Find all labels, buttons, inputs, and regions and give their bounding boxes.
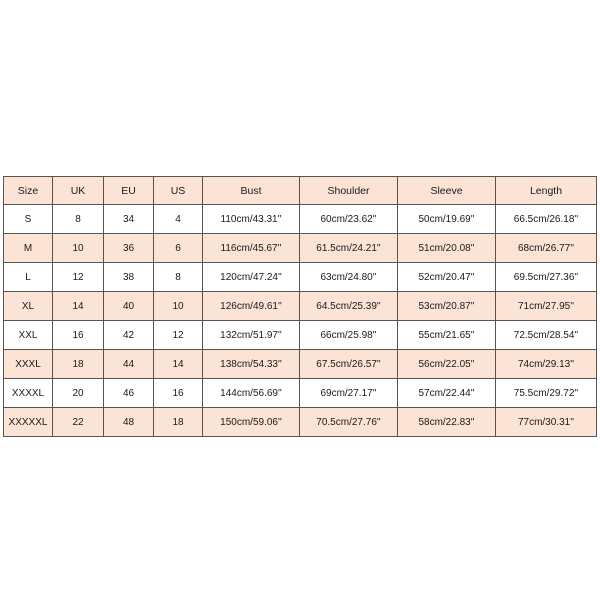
cell-uk: 18 <box>53 350 104 379</box>
size-chart-table <box>3 176 597 437</box>
cell-us: 10 <box>154 292 203 321</box>
column-header-size: Size <box>4 177 53 205</box>
cell-length: 66.5cm/26.18'' <box>496 205 597 234</box>
cell-sleeve: 52cm/20.47'' <box>398 263 496 292</box>
cell-size: XXXXL <box>4 379 53 408</box>
cell-bust: 138cm/54.33'' <box>203 350 300 379</box>
column-header-sleeve: Sleeve <box>398 177 496 205</box>
cell-bust: 150cm/59.06'' <box>203 408 300 437</box>
cell-bust: 110cm/43.31'' <box>203 205 300 234</box>
cell-uk: 8 <box>53 205 104 234</box>
cell-us: 16 <box>154 379 203 408</box>
table-header-row <box>4 177 597 205</box>
cell-shoulder: 66cm/25.98'' <box>300 321 398 350</box>
table-row <box>4 379 597 408</box>
cell-sleeve: 57cm/22.44'' <box>398 379 496 408</box>
cell-shoulder: 61.5cm/24.21'' <box>300 234 398 263</box>
cell-sleeve: 58cm/22.83'' <box>398 408 496 437</box>
column-header-shoulder: Shoulder <box>300 177 398 205</box>
cell-shoulder: 69cm/27.17'' <box>300 379 398 408</box>
cell-size: M <box>4 234 53 263</box>
cell-uk: 14 <box>53 292 104 321</box>
cell-eu: 36 <box>104 234 154 263</box>
cell-eu: 34 <box>104 205 154 234</box>
cell-shoulder: 63cm/24.80'' <box>300 263 398 292</box>
cell-size: XXL <box>4 321 53 350</box>
cell-us: 4 <box>154 205 203 234</box>
cell-us: 8 <box>154 263 203 292</box>
cell-bust: 144cm/56.69'' <box>203 379 300 408</box>
column-header-eu: EU <box>104 177 154 205</box>
column-header-bust: Bust <box>203 177 300 205</box>
cell-uk: 12 <box>53 263 104 292</box>
cell-length: 69.5cm/27.36'' <box>496 263 597 292</box>
cell-size: L <box>4 263 53 292</box>
cell-length: 77cm/30.31'' <box>496 408 597 437</box>
cell-sleeve: 50cm/19.69'' <box>398 205 496 234</box>
cell-length: 72.5cm/28.54'' <box>496 321 597 350</box>
cell-uk: 10 <box>53 234 104 263</box>
cell-bust: 116cm/45.67'' <box>203 234 300 263</box>
cell-eu: 42 <box>104 321 154 350</box>
table-row <box>4 205 597 234</box>
cell-shoulder: 64.5cm/25.39'' <box>300 292 398 321</box>
cell-length: 74cm/29.13'' <box>496 350 597 379</box>
cell-shoulder: 70.5cm/27.76'' <box>300 408 398 437</box>
cell-us: 18 <box>154 408 203 437</box>
cell-eu: 46 <box>104 379 154 408</box>
cell-shoulder: 60cm/23.62'' <box>300 205 398 234</box>
table-row <box>4 408 597 437</box>
cell-size: XXXL <box>4 350 53 379</box>
column-header-uk: UK <box>53 177 104 205</box>
cell-us: 12 <box>154 321 203 350</box>
cell-size: S <box>4 205 53 234</box>
cell-length: 75.5cm/29.72'' <box>496 379 597 408</box>
cell-eu: 40 <box>104 292 154 321</box>
cell-shoulder: 67.5cm/26.57'' <box>300 350 398 379</box>
cell-bust: 120cm/47.24'' <box>203 263 300 292</box>
cell-eu: 38 <box>104 263 154 292</box>
cell-eu: 48 <box>104 408 154 437</box>
cell-uk: 22 <box>53 408 104 437</box>
cell-uk: 20 <box>53 379 104 408</box>
cell-sleeve: 56cm/22.05'' <box>398 350 496 379</box>
cell-size: XXXXXL <box>4 408 53 437</box>
cell-us: 14 <box>154 350 203 379</box>
table-row <box>4 263 597 292</box>
cell-uk: 16 <box>53 321 104 350</box>
cell-bust: 132cm/51.97'' <box>203 321 300 350</box>
column-header-length: Length <box>496 177 597 205</box>
cell-length: 71cm/27.95'' <box>496 292 597 321</box>
cell-size: XL <box>4 292 53 321</box>
column-header-us: US <box>154 177 203 205</box>
table-row <box>4 234 597 263</box>
cell-sleeve: 51cm/20.08'' <box>398 234 496 263</box>
cell-us: 6 <box>154 234 203 263</box>
cell-length: 68cm/26.77'' <box>496 234 597 263</box>
cell-bust: 126cm/49.61'' <box>203 292 300 321</box>
cell-sleeve: 53cm/20.87'' <box>398 292 496 321</box>
cell-eu: 44 <box>104 350 154 379</box>
table-row <box>4 350 597 379</box>
cell-sleeve: 55cm/21.65'' <box>398 321 496 350</box>
table-row <box>4 321 597 350</box>
table-row <box>4 292 597 321</box>
